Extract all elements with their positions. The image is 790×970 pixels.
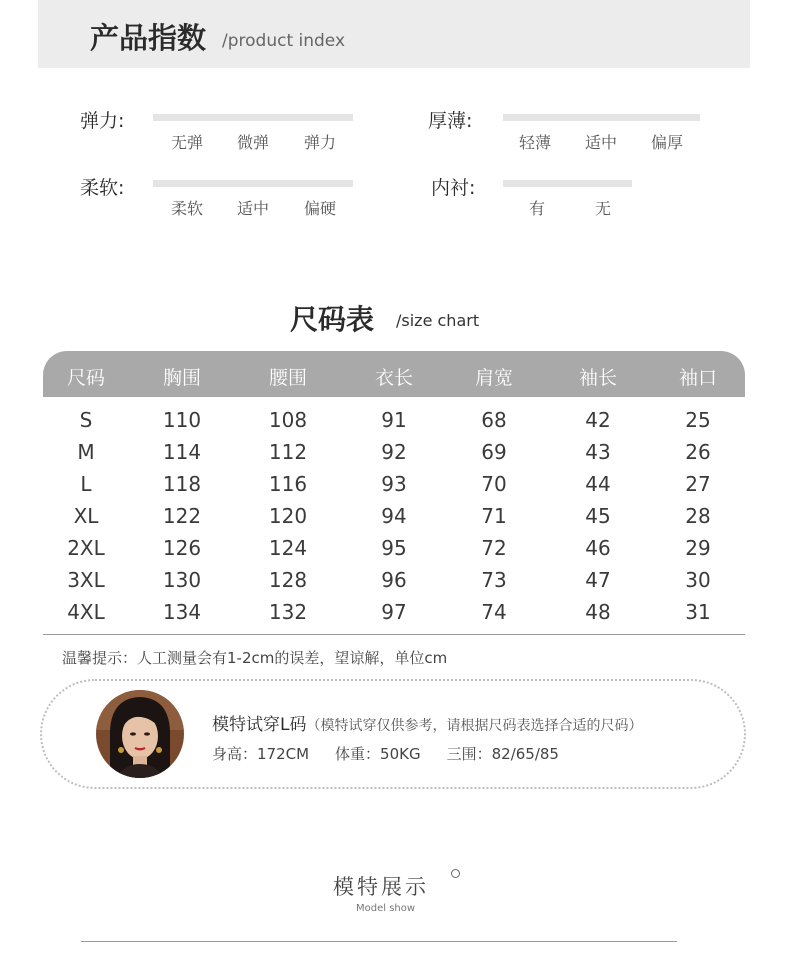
section-subtitle-model-show: Model show: [356, 903, 416, 914]
table-cell: 47: [585, 568, 611, 592]
table-cell: 93: [381, 472, 407, 496]
model-fit-note: （模特试穿仅供参考，请根据尺码表选择合适的尺码）: [306, 718, 643, 734]
index-label-lining: 内衬:: [431, 177, 476, 199]
table-cell: 29: [685, 536, 711, 560]
table-cell: XL: [73, 504, 99, 528]
table-cell: 69: [481, 440, 507, 464]
table-cell: 122: [162, 504, 202, 528]
index-bar-lining: [503, 180, 632, 187]
table-cell: S: [79, 408, 93, 432]
measurement-tip: 温馨提示：人工测量会有1-2cm的误差，望谅解，单位cm: [62, 649, 448, 667]
column-header: 腰围: [268, 367, 307, 389]
table-row: [43, 562, 745, 594]
table-cell: 31: [685, 600, 711, 624]
bottom-divider: [81, 941, 677, 942]
table-cell: 45: [585, 504, 611, 528]
table-cell: M: [77, 440, 95, 464]
column-header: 衣长: [374, 367, 413, 389]
table-cell: 25: [685, 408, 711, 432]
table-cell: 2XL: [67, 536, 105, 560]
table-row: [43, 594, 745, 626]
table-cell: 126: [162, 536, 202, 560]
table-cell: 42: [585, 408, 611, 432]
section-title-model-show: 模特展示: [333, 875, 429, 899]
column-header: 袖长: [578, 367, 617, 389]
table-cell: 27: [685, 472, 711, 496]
model-stats: [212, 743, 585, 764]
index-bar-thickness: [503, 114, 700, 121]
table-cell: L: [80, 472, 92, 496]
column-header: 肩宽: [474, 367, 513, 389]
table-row: [43, 434, 745, 466]
table-cell: 108: [268, 408, 308, 432]
table-cell: 118: [162, 472, 202, 496]
table-cell: 70: [481, 472, 507, 496]
table-cell: 4XL: [67, 600, 105, 624]
section-title-product-index: 产品指数: [90, 21, 207, 55]
table-cell: 91: [381, 408, 407, 432]
index-label-softness: 柔软:: [80, 177, 125, 199]
table-cell: 97: [381, 600, 407, 624]
table-bottom-divider: [43, 634, 745, 635]
index-bar-elasticity: [153, 114, 353, 121]
table-cell: 92: [381, 440, 407, 464]
table-cell: 28: [685, 504, 711, 528]
model-fit-line: [212, 710, 642, 735]
circle-ornament-icon: [451, 869, 460, 878]
table-cell: 120: [268, 504, 308, 528]
table-cell: 43: [585, 440, 611, 464]
column-header: 袖口: [678, 367, 717, 389]
index-label-elasticity: 弹力:: [80, 110, 125, 132]
index-option: 弹力: [303, 133, 336, 152]
table-cell: 130: [162, 568, 202, 592]
size-table-header: [43, 351, 745, 397]
table-row: [43, 530, 745, 562]
index-option: 适中: [236, 199, 269, 218]
table-cell: 74: [481, 600, 507, 624]
index-bar-softness: [153, 180, 353, 187]
table-cell: 96: [381, 568, 407, 592]
table-row: [43, 402, 745, 434]
index-label-thickness: 厚薄:: [428, 110, 473, 132]
index-option: 偏厚: [650, 133, 683, 152]
table-cell: 71: [481, 504, 507, 528]
table-cell: 95: [381, 536, 407, 560]
table-cell: 132: [268, 600, 308, 624]
table-cell: 30: [685, 568, 711, 592]
table-cell: 44: [585, 472, 611, 496]
table-cell: 128: [268, 568, 308, 592]
table-cell: 124: [268, 536, 308, 560]
table-cell: 112: [268, 440, 308, 464]
table-row: [43, 498, 745, 530]
model-weight: 体重：50KG: [335, 745, 421, 763]
table-cell: 134: [162, 600, 202, 624]
index-option: 微弹: [236, 133, 269, 152]
model-measurements: 三围：82/65/85: [446, 745, 559, 763]
index-option: 有: [528, 199, 545, 218]
table-cell: 94: [381, 504, 407, 528]
table-cell: 110: [162, 408, 202, 432]
index-option: 轻薄: [518, 133, 551, 152]
model-avatar: [96, 690, 184, 778]
table-cell: 48: [585, 600, 611, 624]
table-cell: 114: [162, 440, 202, 464]
index-option: 无弹: [170, 133, 203, 152]
section-title-size-chart: 尺码表: [290, 303, 375, 336]
table-cell: 46: [585, 536, 611, 560]
section-subtitle-product-index: /product index: [222, 31, 346, 51]
table-cell: 116: [268, 472, 308, 496]
table-row: [43, 466, 745, 498]
table-cell: 73: [481, 568, 507, 592]
column-header: 胸围: [162, 367, 201, 389]
index-option: 无: [594, 199, 611, 218]
section-subtitle-size-chart: /size chart: [396, 311, 480, 330]
table-cell: 26: [685, 440, 711, 464]
index-option: 柔软: [170, 199, 203, 218]
table-cell: 72: [481, 536, 507, 560]
table-cell: 68: [481, 408, 507, 432]
model-fit-title: 模特试穿L码: [212, 715, 307, 735]
index-option: 适中: [584, 133, 617, 152]
model-height: 身高：172CM: [212, 745, 310, 763]
column-header: 尺码: [66, 367, 105, 389]
table-cell: 3XL: [67, 568, 105, 592]
index-option: 偏硬: [303, 199, 336, 218]
